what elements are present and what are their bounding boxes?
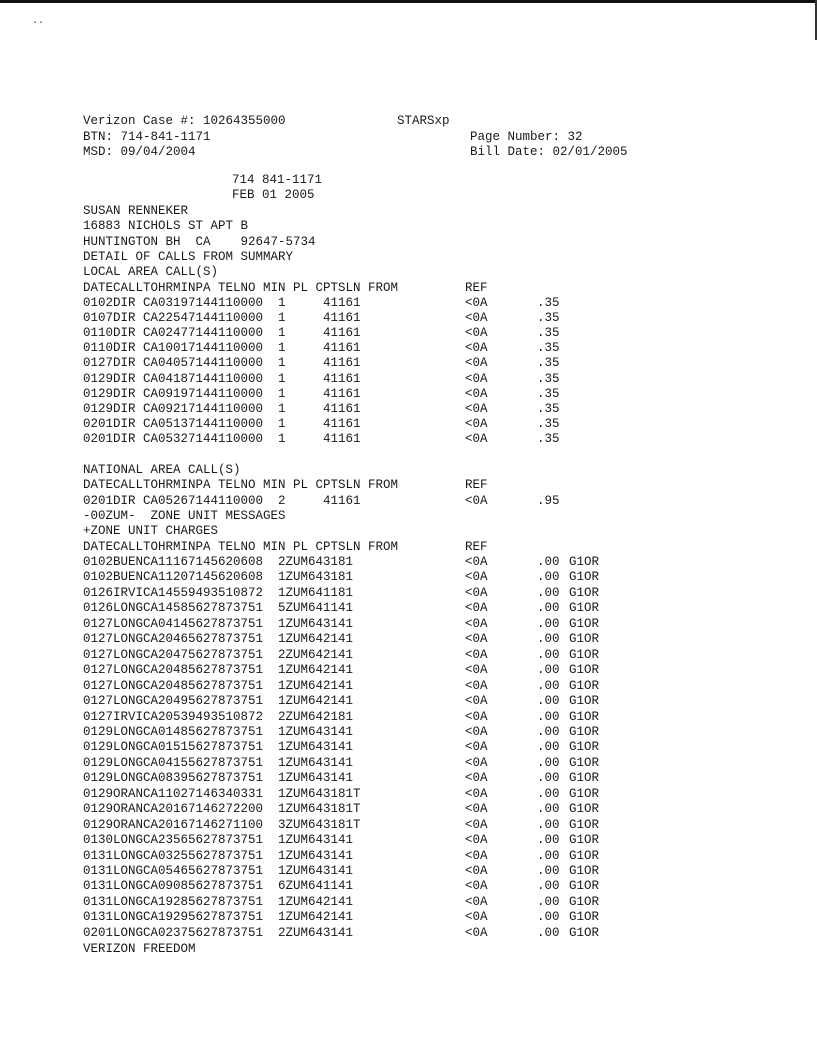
- call-detail: 0127IRVICA20539493510872 2ZUM642181: [83, 709, 354, 724]
- call-amount: .00: [537, 786, 560, 801]
- call-amount: .35: [537, 386, 560, 401]
- call-code: G1OR: [569, 864, 600, 878]
- call-detail: 0131LONGCA09085627873751 6ZUM641141: [83, 879, 354, 894]
- call-ref: <0A: [465, 694, 488, 709]
- btn-number: BTN: 714-841-1171: [83, 130, 211, 144]
- call-detail: 0201LONGCA02375627873751 2ZUM643141: [83, 925, 354, 940]
- call-code: G1OR: [569, 724, 600, 739]
- call-ref: <0A: [465, 570, 488, 585]
- call-amount: .35: [537, 371, 560, 386]
- call-detail: 0129DIR CA09217144110000 1 41161: [83, 401, 361, 416]
- zone-messages-title: -00ZUM- ZONE UNIT MESSAGES: [83, 509, 286, 523]
- call-code: G1OR: [569, 802, 600, 817]
- call-code: G1OR: [569, 786, 600, 801]
- ref-header: REF: [465, 540, 488, 554]
- call-detail: 0126LONGCA14585627873751 5ZUM641141: [83, 601, 354, 616]
- call-amount: .00: [537, 848, 560, 863]
- call-ref: <0A: [465, 724, 488, 739]
- call-amount: .00: [537, 894, 560, 909]
- call-detail: 0131LONGCA05465627873751 1ZUM643141: [83, 864, 354, 878]
- call-detail: 0107DIR CA22547144110000 1 41161: [83, 311, 361, 326]
- call-ref: <0A: [465, 663, 488, 678]
- page-number: Page Number: 32: [470, 130, 583, 144]
- call-ref: <0A: [465, 709, 488, 724]
- call-detail: 0131LONGCA03255627873751 1ZUM643141: [83, 848, 354, 863]
- call-code: G1OR: [569, 817, 600, 832]
- call-code: G1OR: [569, 647, 600, 662]
- call-ref: <0A: [465, 555, 488, 569]
- column-header-text: DATECALLTOHRMINPA TELNO MIN PL CPTSLN FROM: [83, 281, 399, 295]
- call-amount: .00: [537, 755, 560, 770]
- call-code: G1OR: [569, 848, 600, 863]
- call-amount: .00: [537, 647, 560, 662]
- call-code: G1OR: [569, 632, 600, 647]
- call-detail: 0129DIR CA09197144110000 1 41161: [83, 386, 361, 401]
- call-ref: <0A: [465, 910, 488, 925]
- call-ref: <0A: [465, 879, 488, 894]
- call-amount: .35: [537, 356, 560, 371]
- call-ref: <0A: [465, 817, 488, 832]
- call-ref: <0A: [465, 771, 488, 786]
- call-code: G1OR: [569, 833, 600, 848]
- call-amount: .00: [537, 925, 560, 940]
- call-code: G1OR: [569, 663, 600, 678]
- call-code: G1OR: [569, 570, 600, 585]
- call-amount: .00: [537, 802, 560, 817]
- call-detail: 0102BUENCA11207145620608 1ZUM643181: [83, 570, 354, 585]
- call-code: G1OR: [569, 910, 600, 925]
- call-code: G1OR: [569, 585, 600, 600]
- call-ref: <0A: [465, 416, 488, 431]
- call-code: G1OR: [569, 755, 600, 770]
- call-code: G1OR: [569, 694, 600, 709]
- call-code: G1OR: [569, 894, 600, 909]
- call-detail: 0129LONGCA04155627873751 1ZUM643141: [83, 755, 354, 770]
- column-header-text: DATECALLTOHRMINPA TELNO MIN PL CPTSLN FROM: [83, 478, 399, 492]
- call-amount: .00: [537, 864, 560, 878]
- call-ref: <0A: [465, 341, 488, 356]
- call-ref: <0A: [465, 632, 488, 647]
- case-number: Verizon Case #: 10264355000: [83, 114, 286, 128]
- call-detail: 0127LONGCA20475627873751 2ZUM642141: [83, 647, 354, 662]
- call-detail: 0201DIR CA05327144110000 1 41161: [83, 431, 361, 446]
- call-ref: <0A: [465, 740, 488, 755]
- call-detail: 0201DIR CA05137144110000 1 41161: [83, 416, 361, 431]
- call-ref: <0A: [465, 833, 488, 848]
- call-detail: 0129LONGCA01515627873751 1ZUM643141: [83, 740, 354, 755]
- call-ref: <0A: [465, 786, 488, 801]
- system-name: STARSxp: [397, 114, 450, 128]
- call-detail: 0127DIR CA04057144110000 1 41161: [83, 356, 361, 371]
- msd-date: MSD: 09/04/2004: [83, 145, 196, 159]
- call-ref: <0A: [465, 894, 488, 909]
- call-detail: 0129ORANCA11027146340331 1ZUM643181T: [83, 786, 361, 801]
- call-amount: .00: [537, 771, 560, 786]
- zone-charges-title: +ZONE UNIT CHARGES: [83, 524, 219, 538]
- call-code: G1OR: [569, 740, 600, 755]
- call-amount: .00: [537, 601, 560, 616]
- call-code: G1OR: [569, 678, 600, 693]
- call-amount: .35: [537, 401, 560, 416]
- national-section-title: NATIONAL AREA CALL(S): [83, 463, 241, 477]
- call-detail: 0129LONGCA08395627873751 1ZUM643141: [83, 771, 354, 786]
- call-code: G1OR: [569, 771, 600, 786]
- call-amount: .00: [537, 570, 560, 585]
- call-amount: .35: [537, 341, 560, 356]
- call-detail: 0130LONGCA23565627873751 1ZUM643141: [83, 833, 354, 848]
- local-column-header: [83, 281, 488, 296]
- call-code: G1OR: [569, 555, 600, 569]
- address-line-2: HUNTINGTON BH CA 92647-5734: [83, 235, 316, 249]
- call-ref: <0A: [465, 401, 488, 416]
- call-code: G1OR: [569, 616, 600, 631]
- call-detail: 0127LONGCA04145627873751 1ZUM643141: [83, 616, 354, 631]
- call-ref: <0A: [465, 386, 488, 401]
- call-ref: <0A: [465, 371, 488, 386]
- detail-title: DETAIL OF CALLS FROM SUMMARY: [83, 250, 294, 264]
- call-ref: <0A: [465, 585, 488, 600]
- call-amount: .00: [537, 663, 560, 678]
- call-ref: <0A: [465, 848, 488, 863]
- call-ref: <0A: [465, 802, 488, 817]
- call-amount: .00: [537, 709, 560, 724]
- call-amount: .35: [537, 431, 560, 446]
- call-amount: .00: [537, 910, 560, 925]
- call-ref: <0A: [465, 494, 488, 508]
- footer-plan: VERIZON FREEDOM: [83, 942, 196, 956]
- call-detail: 0127LONGCA20485627873751 1ZUM642141: [83, 678, 354, 693]
- call-ref: <0A: [465, 311, 488, 326]
- call-amount: .00: [537, 616, 560, 631]
- call-detail: 0102DIR CA03197144110000 1 41161: [83, 296, 361, 310]
- call-ref: <0A: [465, 296, 488, 310]
- call-ref: <0A: [465, 326, 488, 341]
- call-ref: <0A: [465, 431, 488, 446]
- call-detail: 0129ORANCA20167146271100 3ZUM643181T: [83, 817, 361, 832]
- account-phone: 714 841-1171: [232, 173, 323, 187]
- call-amount: .35: [537, 311, 560, 326]
- call-detail: 0131LONGCA19295627873751 1ZUM642141: [83, 910, 354, 925]
- call-detail: 0131LONGCA19285627873751 1ZUM642141: [83, 894, 354, 909]
- call-amount: .00: [537, 694, 560, 709]
- call-code: G1OR: [569, 601, 600, 616]
- call-ref: <0A: [465, 647, 488, 662]
- call-ref: <0A: [465, 356, 488, 371]
- ref-header: REF: [465, 478, 488, 492]
- call-ref: <0A: [465, 864, 488, 878]
- scan-top-edge: [0, 0, 817, 3]
- call-amount: .00: [537, 555, 560, 569]
- call-detail: 0102BUENCA11167145620608 2ZUM643181: [83, 555, 354, 569]
- call-amount: .00: [537, 817, 560, 832]
- column-header-text: DATECALLTOHRMINPA TELNO MIN PL CPTSLN FROM: [83, 540, 399, 554]
- call-amount: .00: [537, 678, 560, 693]
- call-amount: .35: [537, 296, 560, 310]
- call-amount: .95: [537, 494, 560, 508]
- call-detail: 0129DIR CA04187144110000 1 41161: [83, 371, 361, 386]
- call-detail: 0201DIR CA05267144110000 2 41161: [83, 494, 361, 508]
- call-amount: .35: [537, 416, 560, 431]
- call-detail: 0127LONGCA20465627873751 1ZUM642141: [83, 632, 354, 647]
- local-section-title: LOCAL AREA CALL(S): [83, 265, 219, 279]
- call-amount: .00: [537, 879, 560, 894]
- call-detail: 0127LONGCA20485627873751 1ZUM642141: [83, 663, 354, 678]
- ref-header: REF: [465, 281, 488, 295]
- call-detail: 0110DIR CA02477144110000 1 41161: [83, 326, 361, 341]
- call-code: G1OR: [569, 925, 600, 940]
- national-column-header: [83, 478, 488, 493]
- address-line-1: 16883 NICHOLS ST APT B: [83, 219, 249, 233]
- call-code: G1OR: [569, 879, 600, 894]
- customer-name: SUSAN RENNEKER: [83, 204, 189, 218]
- call-detail: 0126IRVICA14559493510872 1ZUM641181: [83, 585, 354, 600]
- call-amount: .00: [537, 740, 560, 755]
- call-detail: 0127LONGCA20495627873751 1ZUM642141: [83, 694, 354, 709]
- call-detail: 0129LONGCA01485627873751 1ZUM643141: [83, 724, 354, 739]
- call-code: G1OR: [569, 709, 600, 724]
- call-detail: 0129ORANCA20167146272200 1ZUM643181T: [83, 802, 361, 817]
- call-ref: <0A: [465, 678, 488, 693]
- scan-mark: ..: [32, 16, 45, 27]
- call-ref: <0A: [465, 616, 488, 631]
- call-ref: <0A: [465, 601, 488, 616]
- zone-column-header: [83, 540, 488, 555]
- call-amount: .00: [537, 585, 560, 600]
- call-amount: .00: [537, 724, 560, 739]
- call-detail: 0110DIR CA10017144110000 1 41161: [83, 341, 361, 356]
- account-date: FEB 01 2005: [232, 188, 315, 202]
- call-ref: <0A: [465, 755, 488, 770]
- call-amount: .35: [537, 326, 560, 341]
- bill-date: Bill Date: 02/01/2005: [470, 145, 628, 159]
- call-amount: .00: [537, 833, 560, 848]
- call-ref: <0A: [465, 925, 488, 940]
- call-amount: .00: [537, 632, 560, 647]
